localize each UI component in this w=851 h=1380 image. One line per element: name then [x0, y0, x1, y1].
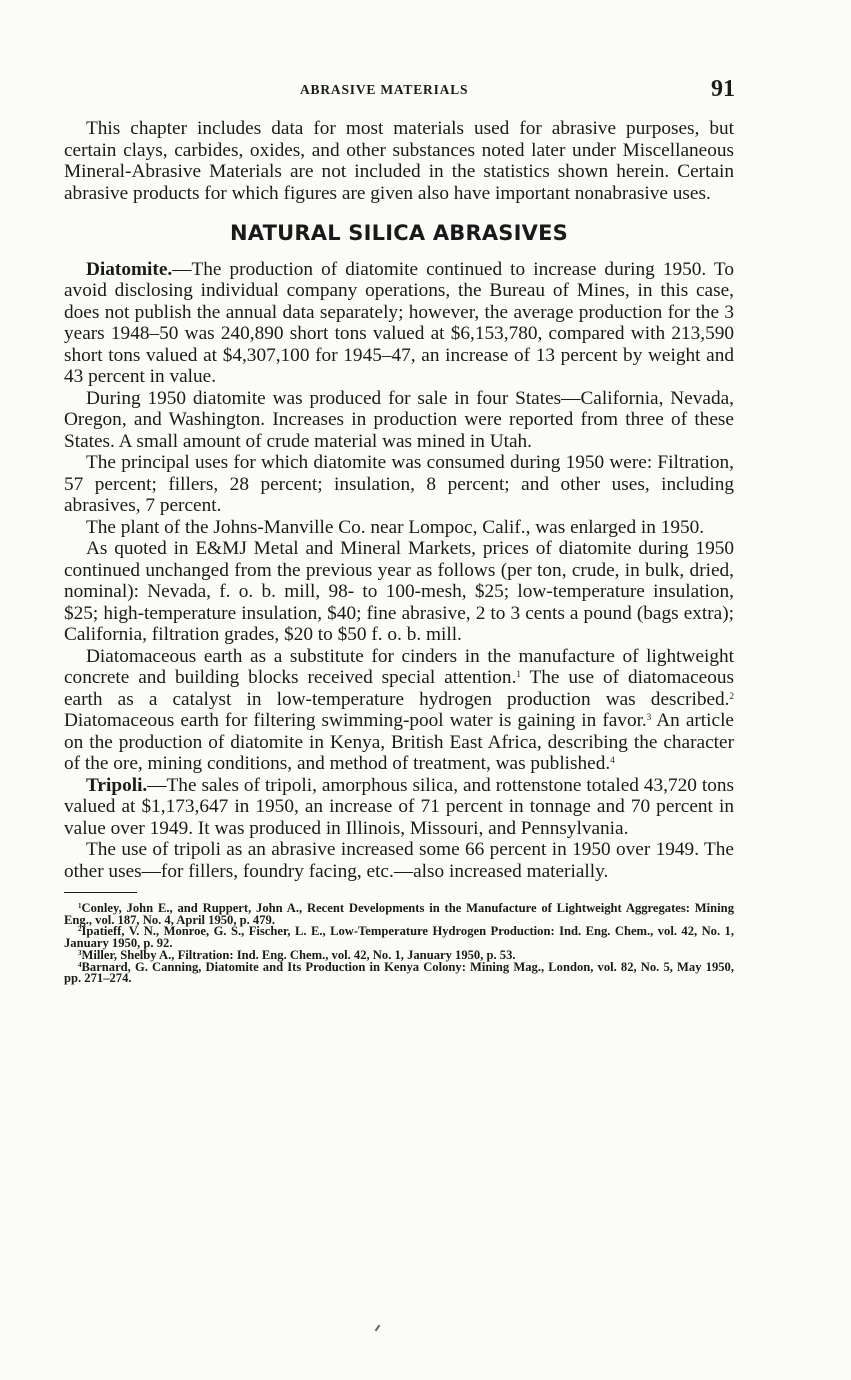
footnote-mark-2: 2 [78, 925, 82, 934]
footnote-text-4: Barnard, G. Canning, Diatomite and Its Production in Kenya Colony: Mining Mag., London, vol. 82, No. 5, May 1950, pp. 271–274. [64, 959, 734, 986]
tripoli-paragraph [64, 775, 734, 840]
stray-ink-mark [375, 1325, 381, 1332]
states-paragraph: During 1950 diatomite was produced for sale in four States—California, Nevada, Oregon, and Washington. Increases in production were reported from three of these States. A small amount of crude material was mined in Utah. [64, 387, 734, 452]
tripoli-text: —The sales of tripoli, amorphous silica, and rottenstone totaled 43,720 tons valued at $1,173,647 in 1950, an increase of 71 percent in tonnage and 70 percent in value over 1949. It was produced in Illinois, Missouri, and Pennsylvania. [64, 774, 734, 839]
uses-paragraph: The principal uses for which diatomite was consumed during 1950 were: Filtration, 57 percent; fillers, 28 percent; insulation, 8 percent; and other uses, including abrasives, 7 percent. [64, 452, 734, 516]
footnote-ref-2: 2 [729, 690, 734, 701]
diatomaceous-earth-paragraph [64, 646, 734, 775]
footnote-mark-1: 1 [78, 902, 82, 910]
tripoli-uses-paragraph: The use of tripoli as an abrasive increased some 66 percent in 1950 over 1949. The other uses—for fillers, foundry facing, etc.—also increased materially. [64, 839, 734, 882]
footnote-mark-3: 3 [78, 948, 82, 957]
section-title: NATURAL SILICA ABRASIVES [230, 221, 568, 245]
footnotes [64, 903, 734, 985]
footnote-text-1: Conley, John E., and Ruppert, John A., Recent Developments in the Manufacture of Lightweight Aggregates: Mining Eng., vol. 187, No. 4, April 1950, p. 479. [64, 901, 734, 927]
footnote-ref-1: 1 [516, 669, 521, 679]
earth-text-2: The use of diatomaceous earth as a catalyst in low-temperature hydrogen production was described. [64, 667, 735, 710]
footnote-4 [64, 959, 734, 986]
footnote-ref-3: 3 [646, 712, 652, 722]
earth-text-1: Diatomaceous earth as a substitute for cinders in the manufacture of lightweight concrete and building blocks received special attention. [64, 645, 734, 688]
intro-paragraph: This chapter includes data for most materials used for abrasive purposes, but certain clays, carbides, oxides, and other substances noted later under Miscellaneous Mineral-Abrasive Materials are not included in the statistics shown herein. Certain abrasive products for which figures are given also have important nonabrasive uses. [64, 118, 734, 204]
prices-paragraph: As quoted in E&MJ Metal and Mineral Markets, prices of diatomite during 1950 continued unchanged from the previous year as follows (per ton, crude, in bulk, dried, nominal): Nevada, f. o. b. mill, 98- to 100-mesh, $25; low-temperature insulation, $25; high-temperature insulation, $40; fine abrasive, 2 to 3 cents a pound (bags extra); California, filtration grades, $20 to $50 f. o. b. mill. [64, 538, 734, 645]
footnote-text-3: Miller, Shelby A., Filtration: Ind. Eng. Chem., vol. 42, No. 1, January 1950, p. 53. [81, 947, 516, 962]
body-text [64, 118, 734, 985]
diatomite-heading: Diatomite. [86, 258, 173, 280]
footnote-2 [64, 926, 734, 949]
diatomite-text: —The production of diatomite continued to increase during 1950. To avoid disclosing individual company operations, the Bureau of Mines, in this case, does not publish the annual data separately; however, the average production for the 3 years 1948–50 was 240,890 short tons valued at $6,153,780, compared with 213,590 short tons valued at $4,307,100 for 1945–47, an increase of 13 percent by weight and 43 percent in value. [64, 258, 734, 387]
footnote-divider [64, 892, 137, 893]
footnote-1 [64, 903, 734, 926]
page-number: 91 [711, 76, 735, 102]
footnote-mark-4: 4 [78, 960, 82, 969]
footnote-ref-4: 4 [610, 755, 615, 765]
diatomite-paragraph [64, 259, 734, 388]
running-title: ABRASIVE MATERIALS [300, 82, 469, 97]
tripoli-heading: Tripoli. [86, 774, 148, 796]
earth-text-3: Diatomaceous earth for filtering swimming-pool water is gaining in favor. [64, 710, 647, 731]
plant-paragraph: The plant of the Johns-Manville Co. near Lompoc, Calif., was enlarged in 1950. [86, 516, 705, 538]
earth-text-4: An article on the production of diatomite in Kenya, British East Africa, describing the character of the ore, mining conditions, and method of treatment, was published. [64, 710, 734, 774]
footnote-text-2: Ipatieff, V. N., Monroe, G. S., Fischer, L. E., Low-Temperature Hydrogen Production: Ind. Eng. Chem., vol. 42, No. 1, January 1950, p. 92. [64, 924, 734, 951]
